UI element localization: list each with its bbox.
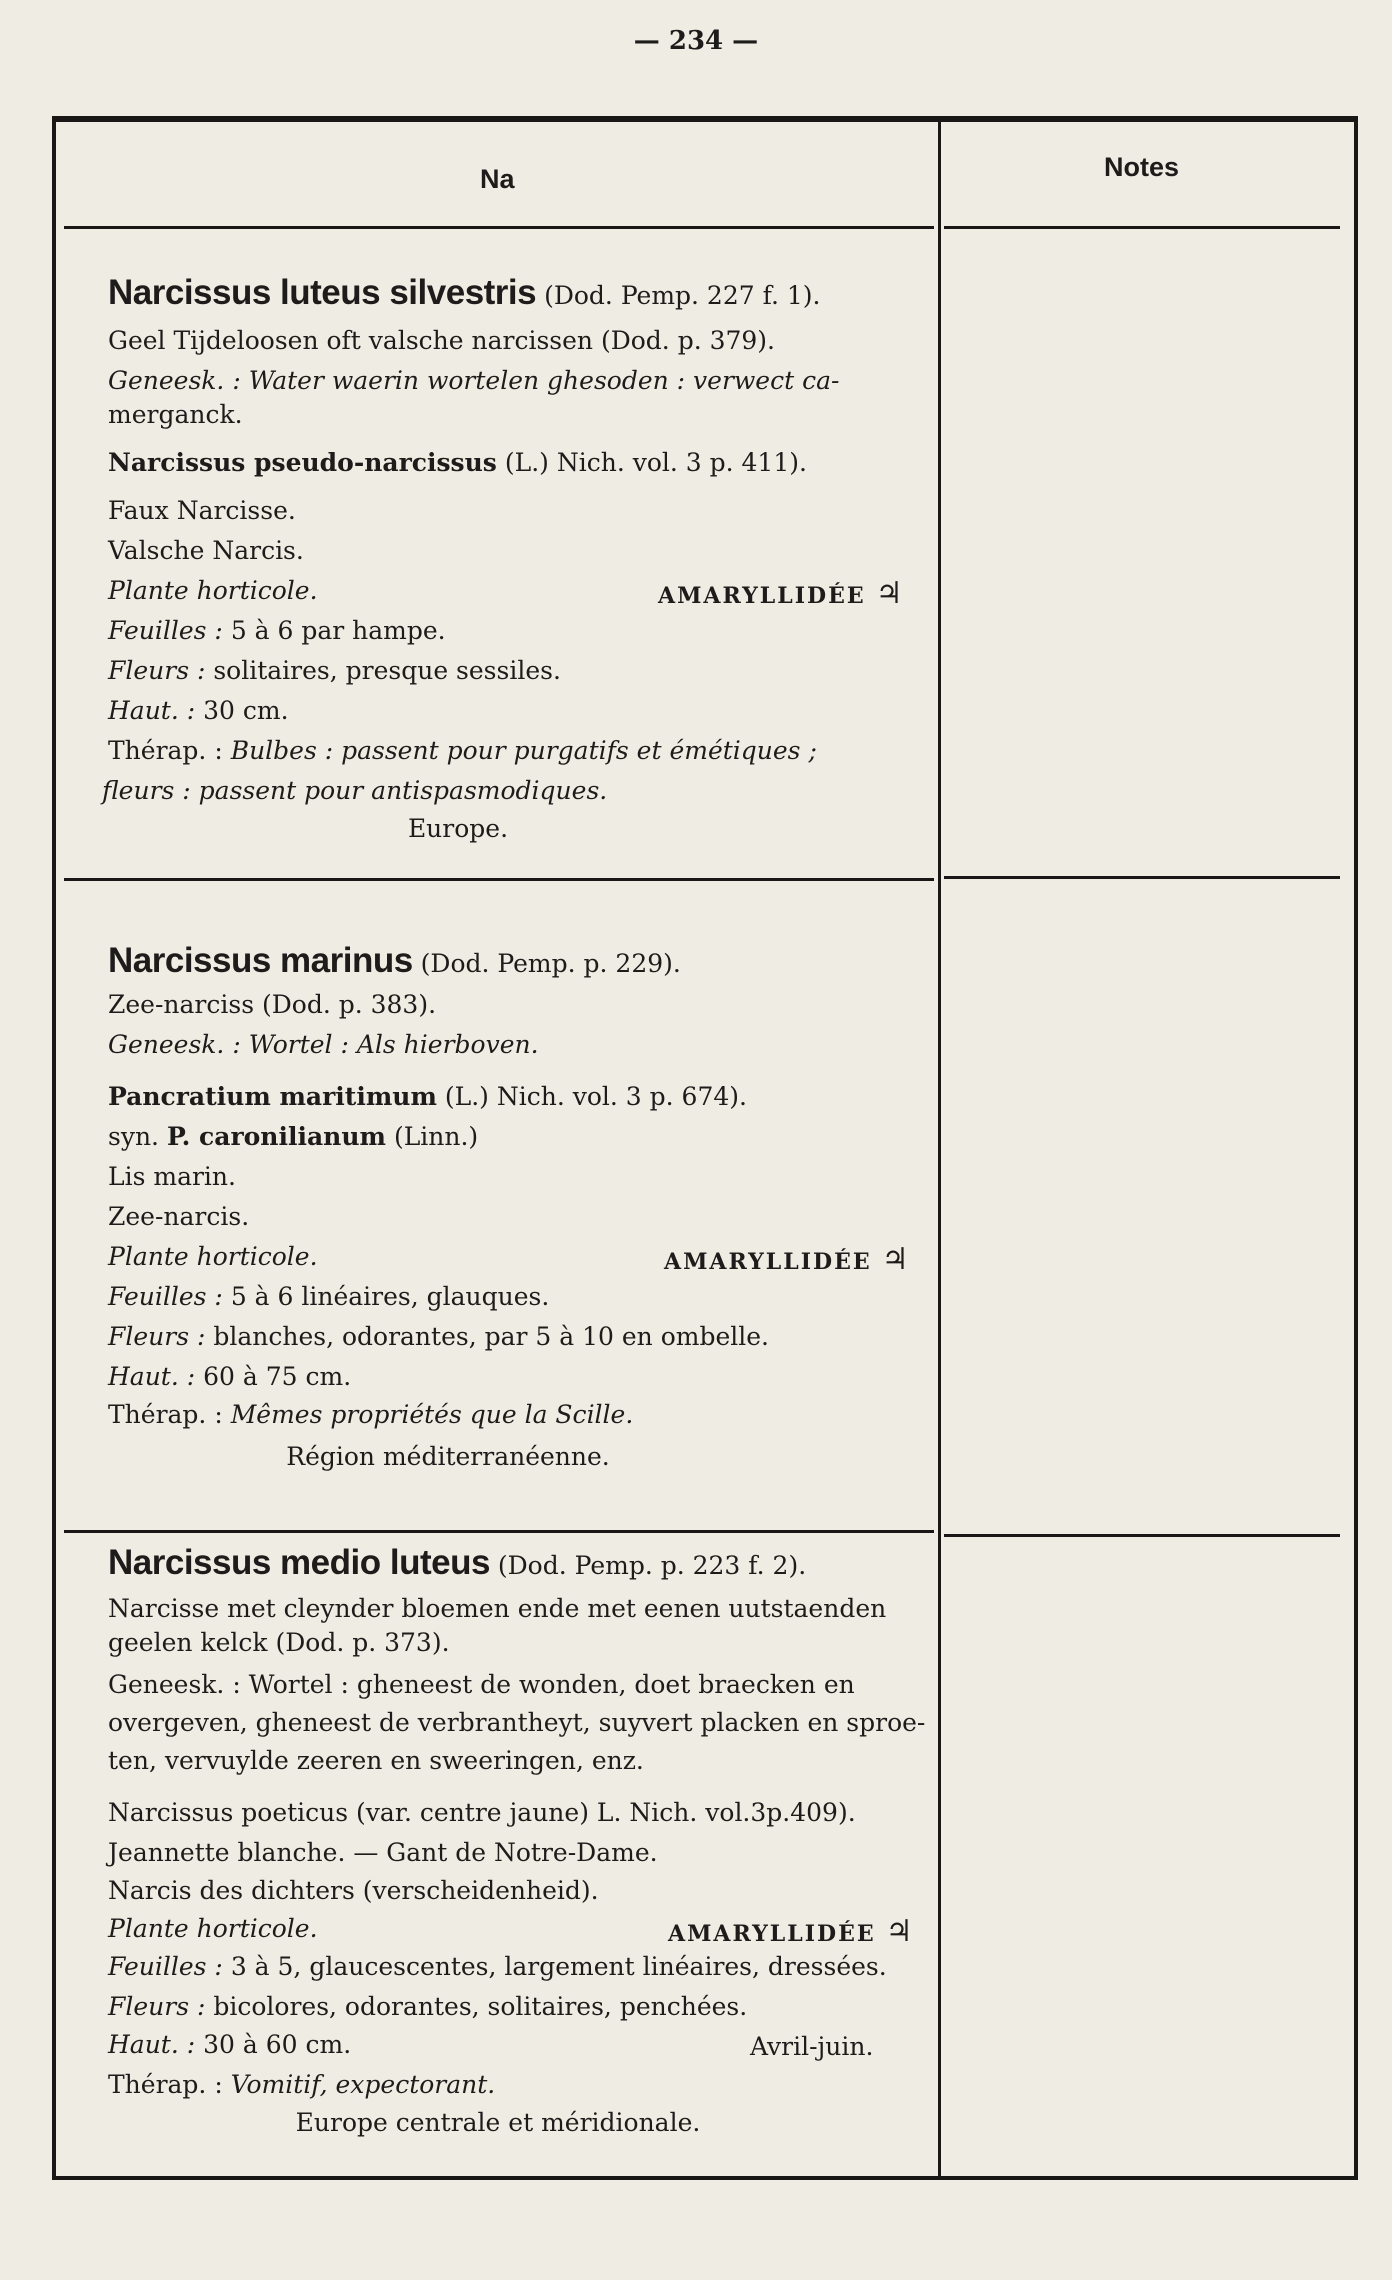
entry-title: Narcissus medio luteus <box>108 1543 490 1582</box>
common-name: Valsche Narcis. <box>108 536 304 565</box>
therap-label: Thérap. : <box>108 736 223 765</box>
plant-type: Plante horticole. <box>108 1914 318 1943</box>
flowers-value: blanches, odorantes, par 5 à 10 en ombelle. <box>213 1322 769 1351</box>
common-name: Faux Narcisse. <box>108 496 296 525</box>
leaves-line <box>108 614 446 648</box>
row-rule-left <box>64 878 934 881</box>
header-rule-left <box>64 226 934 229</box>
flowers-label: Fleurs : <box>108 1322 206 1351</box>
entry-line: Narcisse met cleynder bloemen ende met eenen uutstaenden <box>108 1594 887 1623</box>
row-rule-right <box>944 1534 1340 1537</box>
page-number: — 234 — <box>633 26 759 56</box>
entry-narcissus-luteus-silvestris <box>102 273 928 876</box>
column-header-name: Na <box>480 164 515 194</box>
family-tag <box>664 1242 911 1277</box>
common-name: Narcis des dichters (verscheidenheid). <box>108 1876 599 1905</box>
leaves-label: Feuilles : <box>108 616 223 645</box>
sub-title: Narcissus pseudo-narcissus <box>108 448 497 477</box>
entry-line: merganck. <box>108 400 243 429</box>
common-name: Jeannette blanche. — Gant de Notre-Dame. <box>108 1838 658 1867</box>
entry-narcissus-medio-luteus <box>108 1543 928 2166</box>
therap-value: Mêmes propriétés que la Scille. <box>230 1400 634 1429</box>
entry-line: ten, vervuylde zeeren en sweeringen, enz. <box>108 1746 644 1775</box>
perennial-symbol: ♃ <box>885 1914 915 1949</box>
flowers-label: Fleurs : <box>108 1992 206 2021</box>
column-header-notes: Notes <box>1104 152 1180 182</box>
entry-line: geelen kelck (Dod. p. 373). <box>108 1628 450 1657</box>
height-value: 30 cm. <box>203 696 289 725</box>
syn-ref: (Linn.) <box>393 1122 479 1151</box>
sub-title-line <box>108 446 807 480</box>
entry-line: overgeven, gheneest de verbrantheyt, suyvert placken en sproe- <box>108 1708 926 1737</box>
leaves-label: Feuilles : <box>108 1952 223 1981</box>
entry-title: Narcissus marinus <box>108 941 413 980</box>
sub-title: Narcissus poeticus (var. centre jaune) L. Nich. vol.3p.409). <box>108 1798 856 1827</box>
height-value: 60 à 75 cm. <box>203 1362 352 1391</box>
height-value: 30 à 60 cm. <box>203 2030 352 2059</box>
perennial-symbol: ♃ <box>881 1242 911 1277</box>
therap-value: Vomitif, expectorant. <box>230 2070 496 2099</box>
row-rule-left <box>64 1530 934 1533</box>
common-name: Zee-narcis. <box>108 1202 250 1231</box>
family-name: AMARYLLIDÉE <box>664 1249 872 1275</box>
entry-line: Geneesk. : Water waerin wortelen ghesoden : verwect ca- <box>108 366 840 395</box>
syn-label: syn. <box>108 1122 160 1151</box>
leaves-value: 5 à 6 linéaires, glauques. <box>230 1282 550 1311</box>
common-name: Lis marin. <box>108 1162 236 1191</box>
therap-line <box>108 734 817 768</box>
region: Région méditerranéenne. <box>286 1442 610 1471</box>
flowers-value: bicolores, odorantes, solitaires, penchées. <box>213 1992 748 2021</box>
row-rule-right <box>944 876 1340 879</box>
leaves-value: 5 à 6 par hampe. <box>230 616 446 645</box>
flowers-line <box>108 1990 747 2024</box>
family-tag <box>668 1914 915 1949</box>
therap-label: Thérap. : <box>108 2070 223 2099</box>
height-line <box>108 694 289 728</box>
therap-continuation: fleurs : passent pour antispasmodiques. <box>102 776 608 805</box>
family-name: AMARYLLIDÉE <box>668 1921 876 1947</box>
region: Europe centrale et méridionale. <box>295 2108 701 2137</box>
entry-title-line <box>108 273 821 313</box>
synonym-line <box>108 1120 478 1154</box>
therap-label: Thérap. : <box>108 1400 223 1429</box>
plant-type: Plante horticole. <box>108 576 318 605</box>
entry-title-line <box>108 1543 807 1583</box>
entry-line: Geneesk. : Wortel : Als hierboven. <box>108 1030 539 1059</box>
height-label: Haut. : <box>108 2030 196 2059</box>
sub-title: Pancratium maritimum <box>108 1082 437 1111</box>
column-divider <box>938 122 941 2178</box>
entry-line: Geel Tijdeloosen oft valsche narcissen (Dod. p. 379). <box>108 326 776 355</box>
entry-title-ref: (Dod. Pemp. 227 f. 1). <box>544 281 821 310</box>
syn-name: P. caronilianum <box>166 1122 386 1151</box>
sub-title-line <box>108 1080 747 1114</box>
flowers-line <box>108 654 561 688</box>
sub-ref: (L.) Nich. vol. 3 p. 411). <box>504 448 807 477</box>
leaves-value: 3 à 5, glaucescentes, largement linéaires, dressées. <box>230 1952 887 1981</box>
height-line <box>108 1360 351 1394</box>
leaves-line <box>108 1950 887 1984</box>
entry-title-ref: (Dod. Pemp. p. 229). <box>420 949 681 978</box>
leaves-line <box>108 1280 549 1314</box>
height-label: Haut. : <box>108 696 196 725</box>
plant-type: Plante horticole. <box>108 1242 318 1271</box>
entry-narcissus-marinus <box>108 941 928 1484</box>
entry-line: Geneesk. : Wortel : gheneest de wonden, doet braecken en <box>108 1670 855 1699</box>
header-rule-right <box>944 226 1340 229</box>
therap-value: Bulbes : passent pour purgatifs et émétiques ; <box>230 736 817 765</box>
leaves-label: Feuilles : <box>108 1282 223 1311</box>
family-name: AMARYLLIDÉE <box>658 583 866 609</box>
flowering-season: Avril-juin. <box>750 2032 874 2061</box>
height-line <box>108 2028 351 2062</box>
region: Europe. <box>407 814 509 843</box>
sub-ref: (L.) Nich. vol. 3 p. 674). <box>444 1082 747 1111</box>
flowers-line <box>108 1320 769 1354</box>
therap-line <box>108 2068 495 2102</box>
flowers-label: Fleurs : <box>108 656 206 685</box>
entry-title-ref: (Dod. Pemp. p. 223 f. 2). <box>497 1551 807 1580</box>
entry-title: Narcissus luteus silvestris <box>108 273 537 312</box>
entry-title-line <box>108 941 681 981</box>
height-label: Haut. : <box>108 1362 196 1391</box>
family-tag <box>658 576 905 611</box>
entry-line: Zee-narciss (Dod. p. 383). <box>108 990 437 1019</box>
therap-line <box>108 1398 633 1432</box>
flowers-value: solitaires, presque sessiles. <box>213 656 561 685</box>
perennial-symbol: ♃ <box>875 576 905 611</box>
